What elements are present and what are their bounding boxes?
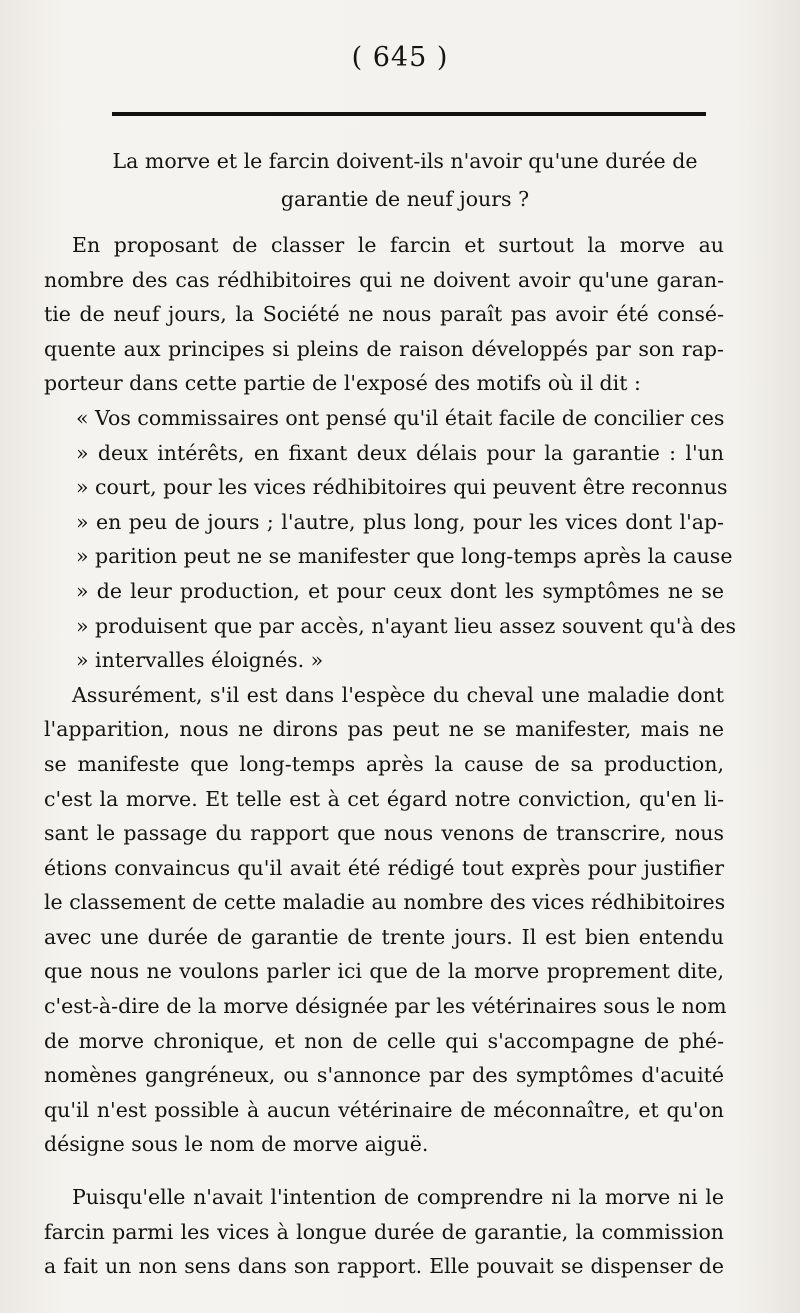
text-line: » en peu de jours ; l'autre, plus long, pour les vices dont l'ap- bbox=[76, 509, 724, 534]
text-line: qu'il n'est possible à aucun vétérinaire de méconnaître, et qu'on bbox=[44, 1097, 724, 1122]
text-line: de morve chronique, et non de celle qui s'accompagne de phé- bbox=[44, 1028, 724, 1053]
body-text bbox=[44, 228, 737, 1284]
text-line: c'est la morve. Et telle est à cet égard notre conviction, qu'en li- bbox=[44, 786, 724, 811]
paragraph bbox=[44, 1180, 724, 1284]
text-line: porteur dans cette partie de l'exposé des motifs où il dit : bbox=[44, 371, 641, 396]
text-line: » de leur production, et pour ceux dont les symptômes ne se bbox=[76, 578, 724, 603]
text-line: » intervalles éloignés. » bbox=[76, 648, 324, 673]
paragraph bbox=[44, 228, 724, 401]
page-number: ( 645 ) bbox=[351, 42, 449, 73]
quotation-paragraph bbox=[44, 401, 737, 678]
text-line: » parition peut ne se manifester que long-temps après la cause bbox=[76, 544, 733, 569]
text-line: tie de neuf jours, la Société ne nous paraît pas avoir été consé- bbox=[44, 302, 724, 327]
paragraph bbox=[44, 678, 727, 1162]
text-line: « Vos commissaires ont pensé qu'il était facile de concilier ces bbox=[76, 405, 725, 430]
text-line: nombre des cas rédhibitoires qui ne doivent avoir qu'une garan- bbox=[44, 267, 724, 292]
section-heading bbox=[80, 142, 730, 218]
text-line: farcin parmi les vices à longue durée de garantie, la commission bbox=[44, 1219, 724, 1244]
text-line: Assurément, s'il est dans l'espèce du cheval une maladie dont bbox=[72, 682, 724, 707]
text-line: le classement de cette maladie au nombre des vices rédhibitoires bbox=[44, 890, 726, 915]
text-line: désigne sous le nom de morve aiguë. bbox=[44, 1132, 429, 1157]
heading-line: garantie de neuf jours ? bbox=[280, 187, 530, 211]
text-line: nomènes gangréneux, ou s'annonce par des symptômes d'acuité bbox=[44, 1063, 724, 1088]
text-line: que nous ne voulons parler ici que de la morve proprement dite, bbox=[44, 959, 724, 984]
text-line: quente aux principes si pleins de raison développés par son rap- bbox=[44, 336, 724, 361]
text-line: l'apparition, nous ne dirons pas peut ne se manifester, mais ne bbox=[44, 717, 724, 742]
text-line: avec une durée de garantie de trente jours. Il est bien entendu bbox=[44, 924, 724, 949]
paragraph-gap bbox=[44, 1162, 724, 1180]
heading-line: La morve et le farcin doivent-ils n'avoir qu'une durée de bbox=[112, 149, 698, 173]
text-line: » produisent que par accès, n'ayant lieu assez souvent qu'à des bbox=[76, 613, 737, 638]
text-line: sant le passage du rapport que nous venons de transcrire, nous bbox=[44, 821, 724, 846]
text-line: Puisqu'elle n'avait l'intention de comprendre ni la morve ni le bbox=[72, 1185, 724, 1210]
text-line: c'est-à-dire de la morve désignée par les vétérinaires sous le nom bbox=[44, 994, 727, 1019]
text-line: » deux intérêts, en fixant deux délais pour la garantie : l'un bbox=[76, 440, 724, 465]
text-line: En proposant de classer le farcin et surtout la morve au bbox=[72, 233, 724, 257]
text-line: étions convaincus qu'il avait été rédigé tout exprès pour justifier bbox=[44, 855, 724, 880]
text-line: a fait un non sens dans son rapport. Elle pouvait se dispenser de bbox=[44, 1254, 724, 1279]
text-line: se manifeste que long-temps après la cause de sa production, bbox=[44, 751, 724, 776]
header-rule bbox=[112, 112, 706, 116]
text-line: » court, pour les vices rédhibitoires qui peuvent être reconnus bbox=[76, 475, 728, 500]
